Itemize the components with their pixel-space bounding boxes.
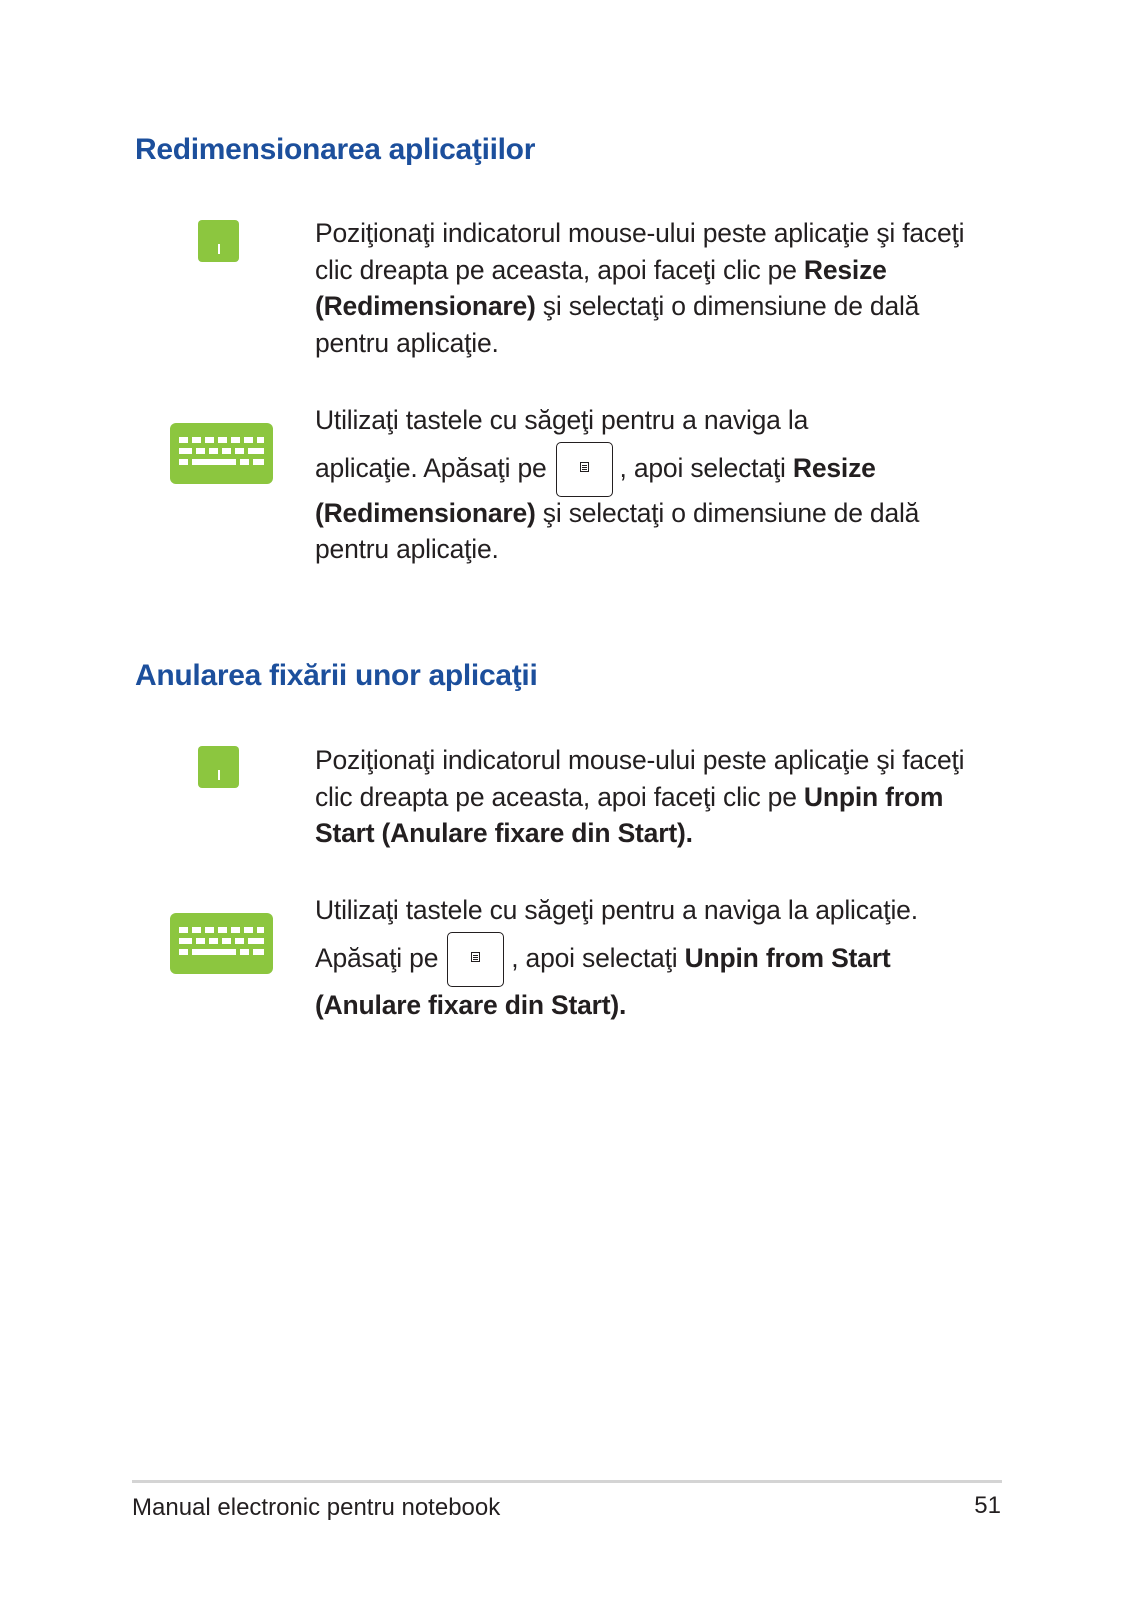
section-heading-resize: Redimensionarea aplicaţiilor — [135, 133, 536, 166]
mouse-icon — [198, 746, 239, 788]
page-number: 51 — [974, 1492, 1001, 1519]
text-line — [315, 987, 985, 1024]
footer-divider — [132, 1480, 1002, 1483]
bold-command: Resize (Redimensionare) — [315, 254, 887, 321]
text-line — [315, 495, 985, 532]
menu-key-icon — [447, 932, 504, 987]
bold-command: (Redimensionare) — [315, 497, 536, 528]
text-span: Poziţionaţi indicatorul mouse-ului peste aplicaţie şi faceţi clic dreapta pe aceasta, apoi faceţi clic pe — [315, 745, 965, 812]
text-span: şi selectaţi o dimensiune de dală — [535, 497, 920, 528]
mouse-instructions-unpin — [315, 742, 985, 852]
text-span: , apoi selectaţi — [511, 942, 685, 973]
text-line: Utilizaţi tastele cu săgeţi pentru a naviga la aplicaţie. — [315, 895, 918, 925]
mouse-instructions-resize — [315, 215, 985, 361]
text-span: aplicaţie. Apăsaţi pe — [315, 452, 547, 483]
section-heading-unpin: Anularea fixării unor aplicaţii — [135, 659, 538, 692]
bold-command: Resize — [792, 452, 876, 483]
text-line: Utilizaţi tastele cu săgeţi pentru a naviga la — [315, 405, 809, 435]
menu-key-icon — [556, 442, 613, 497]
bold-command: Unpin from Start — [684, 942, 891, 973]
keyboard-instructions-resize — [315, 402, 985, 568]
text-line-with-key — [315, 931, 985, 985]
mouse-icon — [198, 220, 239, 262]
text-line: pentru aplicaţie. — [315, 534, 499, 564]
text-span: Poziţionaţi indicatorul mouse-ului peste aplicaţie şi faceţi clic dreapta pe aceasta, apoi faceţi clic pe — [315, 218, 965, 285]
keyboard-instructions-unpin — [315, 892, 985, 1023]
text-line-with-key — [315, 441, 985, 495]
text-span: , apoi selectaţi — [619, 452, 793, 483]
text-span: şi selectaţi o dimensiune de dală pentru aplicaţie. — [315, 291, 920, 358]
keyboard-icon — [170, 423, 273, 484]
footer-title: Manual electronic pentru notebook — [132, 1494, 501, 1521]
text-span: Apăsaţi pe — [315, 942, 439, 973]
bold-command: (Anulare fixare din Start). — [315, 989, 627, 1020]
keyboard-icon — [170, 913, 273, 974]
bold-command: Unpin from Start (Anulare fixare din Start). — [315, 781, 944, 848]
